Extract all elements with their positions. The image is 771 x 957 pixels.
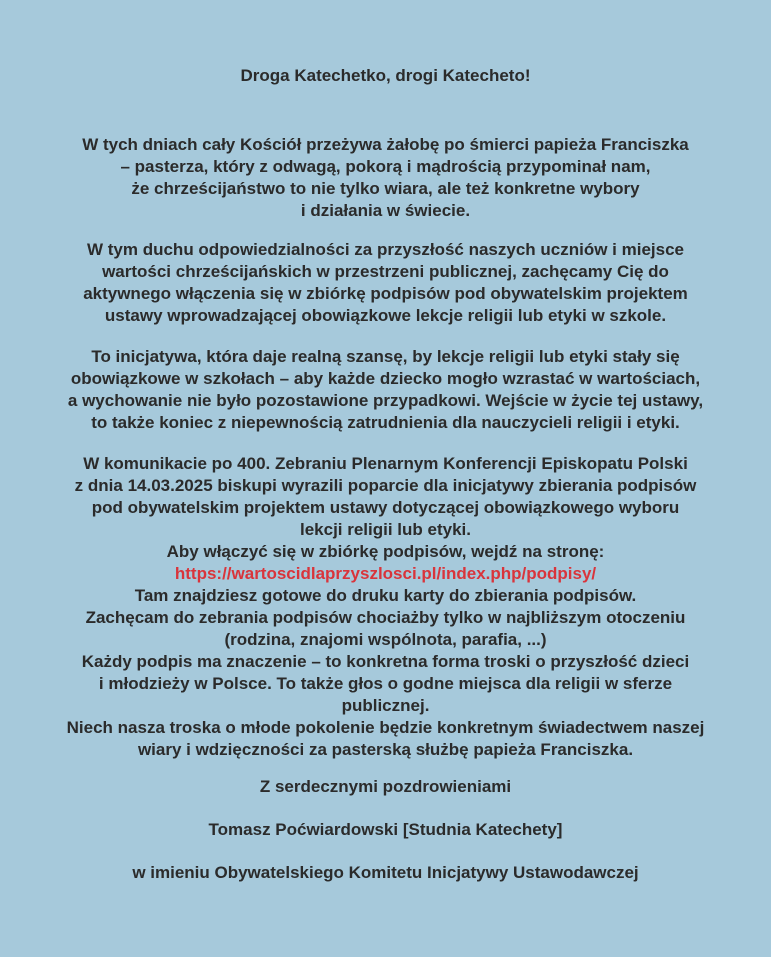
paragraph-2-line-4: ustawy wprowadzającej obowiązkowe lekcje religii lub etyki w szkole. — [104, 306, 667, 325]
petition-link[interactable]: https://wartoscidlaprzyszlosci.pl/index.php/podpisy/ — [174, 564, 597, 583]
paragraph-1-line-4: i działania w świecie. — [300, 201, 471, 220]
greeting: Droga Katechetko, drogi Katecheto! — [240, 66, 531, 85]
paragraph-5-line-3: (rodzina, znajomi wspólnota, parafia, ...) — [224, 630, 547, 649]
paragraph-5-line-6: publicznej. — [341, 696, 430, 715]
join-text: Aby włączyć się w zbiórkę podpisów, wejdź na stronę: — [166, 542, 605, 561]
paragraph-4-line-4: lekcji religii lub etyki. — [299, 520, 471, 539]
paragraph-5-line-7: Niech nasza troska o młode pokolenie będzie konkretnym świadectwem naszej — [66, 718, 705, 737]
paragraph-5-line-4: Każdy podpis ma znaczenie – to konkretna forma troski o przyszłość dzieci — [81, 652, 690, 671]
paragraph-5-line-8: wiary i wdzięczności za pasterską służbę papieża Franciszka. — [137, 740, 634, 759]
paragraph-1-line-2: – pasterza, który z odwagą, pokorą i mądrością przypominał nam, — [120, 157, 651, 176]
closing: Z serdecznymi pozdrowieniami — [259, 777, 512, 796]
paragraph-3-line-1: To inicjatywa, która daje realną szansę, by lekcje religii lub etyki stały się — [91, 347, 680, 366]
paragraph-2-line-1: W tym duchu odpowiedzialności za przyszłość naszych uczniów i miejsce — [86, 240, 685, 259]
paragraph-2-line-2: wartości chrześcijańskich w przestrzeni publicznej, zachęcamy Cię do — [102, 262, 669, 281]
paragraph-3-line-2: obowiązkowe w szkołach – aby każde dziecko mogło wzrastać w wartościach, — [70, 369, 701, 388]
paragraph-4-line-1: W komunikacie po 400. Zebraniu Plenarnym Konferencji Episkopatu Polski — [83, 454, 688, 473]
paragraph-1-line-3: że chrześcijaństwo to nie tylko wiara, ale też konkretne wybory — [131, 179, 640, 198]
paragraph-5-line-5: i młodzieży w Polsce. To także głos o godne miejsca dla religii w sferze — [98, 674, 673, 693]
on-behalf: w imieniu Obywatelskiego Komitetu Inicjatywy Ustawodawczej — [132, 863, 639, 882]
paragraph-2-line-3: aktywnego włączenia się w zbiórkę podpisów pod obywatelskim projektem — [83, 284, 688, 303]
paragraph-5-line-1: Tam znajdziesz gotowe do druku karty do zbierania podpisów. — [134, 586, 637, 605]
paragraph-4-line-2: z dnia 14.03.2025 biskupi wyrazili poparcie dla inicjatywy zbierania podpisów — [74, 476, 697, 495]
paragraph-5-line-2: Zachęcam do zebrania podpisów chociażby tylko w najbliższym otoczeniu — [85, 608, 686, 627]
paragraph-1-line-1: W tych dniach cały Kościół przeżywa żałobę po śmierci papieża Franciszka — [82, 135, 689, 154]
signature: Tomasz Poćwiardowski [Studnia Katechety] — [208, 820, 563, 839]
paragraph-4-line-3: pod obywatelskim projektem ustawy dotyczącej obowiązkowego wyboru — [91, 498, 680, 517]
paragraph-3-line-4: to także koniec z niepewnością zatrudnienia dla nauczycieli religii i etyki. — [91, 413, 680, 432]
paragraph-3-line-3: a wychowanie nie było pozostawione przypadkowi. Wejście w życie tej ustawy, — [67, 391, 704, 410]
